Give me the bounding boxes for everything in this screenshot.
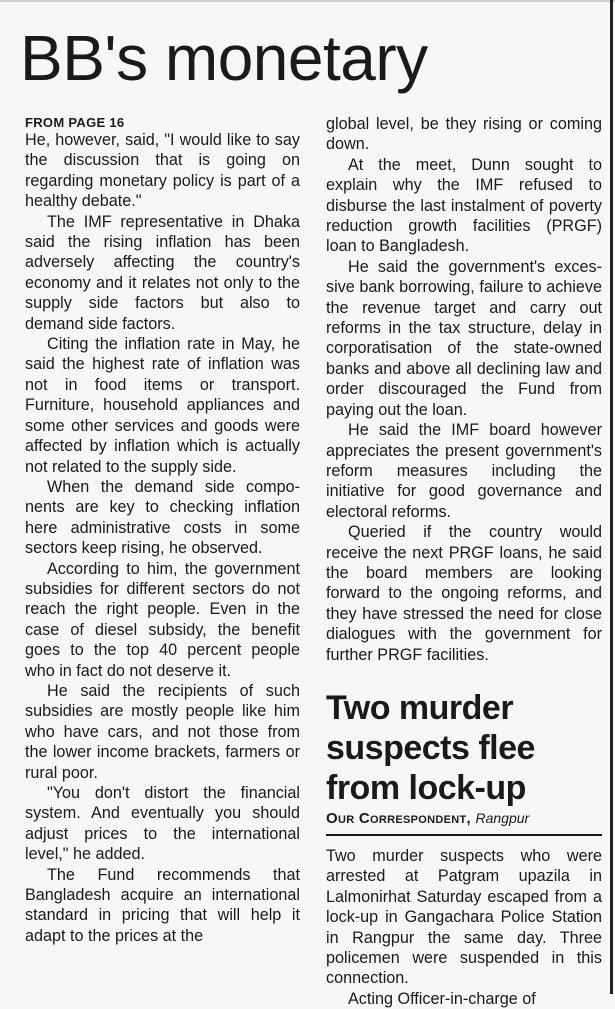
paragraph: The Fund recommends that Bangladesh acquire an international standard in pricing that will help it adapt to the prices at the [25,865,300,945]
paragraph: global level, be they rising or coming down. [326,115,602,154]
byline-author: Our Correspondent, [326,810,472,827]
story2-body [326,846,602,1009]
left-column [25,115,300,946]
paragraph: He said the recipients of such subsidies are mostly people like him who have cars, and not those from the lower income brackets, farmers or rural poor. [25,681,300,782]
headline: BB's monetary [20,22,428,94]
paragraph: According to him, the government subsidies for different sectors do not reach the right people. Even in the case of diesel subsidy, the benefit goes to the top 40 percent people who in fact do not deserve it. [25,559,300,680]
paragraph: Queried if the country would receive the next PRGF loans, he said the board members are looking forward to the ongoing reforms, and they have stressed the need for close dialogues with the government for further PRGF facilities. [326,523,602,664]
paragraph: He, however, said, "I would like to say the discussion that is going on regarding monetary policy is part of a healthy debate." [25,131,300,211]
paragraph: When the demand side components are key to checking inflation here administrative costs in some sectors keep rising, he observed. [25,477,300,558]
paragraph: He said the government's excessive bank borrowing, failure to achieve the revenue target and carry out reforms in the tax structure, delay in corporatisation of the state-owned banks and above all declining law and order discouraged the Fund from paying out the loan. [326,257,602,419]
byline [326,810,602,836]
top-rule [0,0,615,2]
jump-line: FROM PAGE 16 [25,115,125,130]
paragraph: "You don't distort the financial system. And eventually you should adjust prices to the international level," he added. [25,784,300,864]
paragraph: The IMF representative in Dhaka said the rising inflation has been adversely affecting the country's economy and it relates not only to the supply side factors but also to demand side factors. [25,212,300,333]
paragraph: He said the IMF board however appreciates the present government's reform measures including the initiative for good governance and electoral reforms. [326,421,602,521]
paragraph: Acting Officer-in-charge of [348,989,536,1008]
column-rule [610,0,613,994]
story2-headline: Two murder suspects flee from lock-up [326,689,535,807]
paragraph: Two murder suspects who were arrested at Patgram upazila in Lalmonirhat Saturday escaped from a lock-up in Gangachara Police Station in Rangpur the same day. Three policemen were suspended in this connection. [326,847,602,988]
paragraph: At the meet, Dunn sought to explain why the IMF refused to disburse the last instalment of poverty reduction growth facilities (PRGF) loan to Bangladesh. [326,155,602,256]
right-column [326,114,602,665]
byline-place: Rangpur [475,810,530,826]
paragraph: Citing the inflation rate in May, he said the highest rate of inflation was not in food items or transport. Furniture, household appliances and some other services and goods were affected by inflation which is actually not related to the supply side. [25,335,300,476]
